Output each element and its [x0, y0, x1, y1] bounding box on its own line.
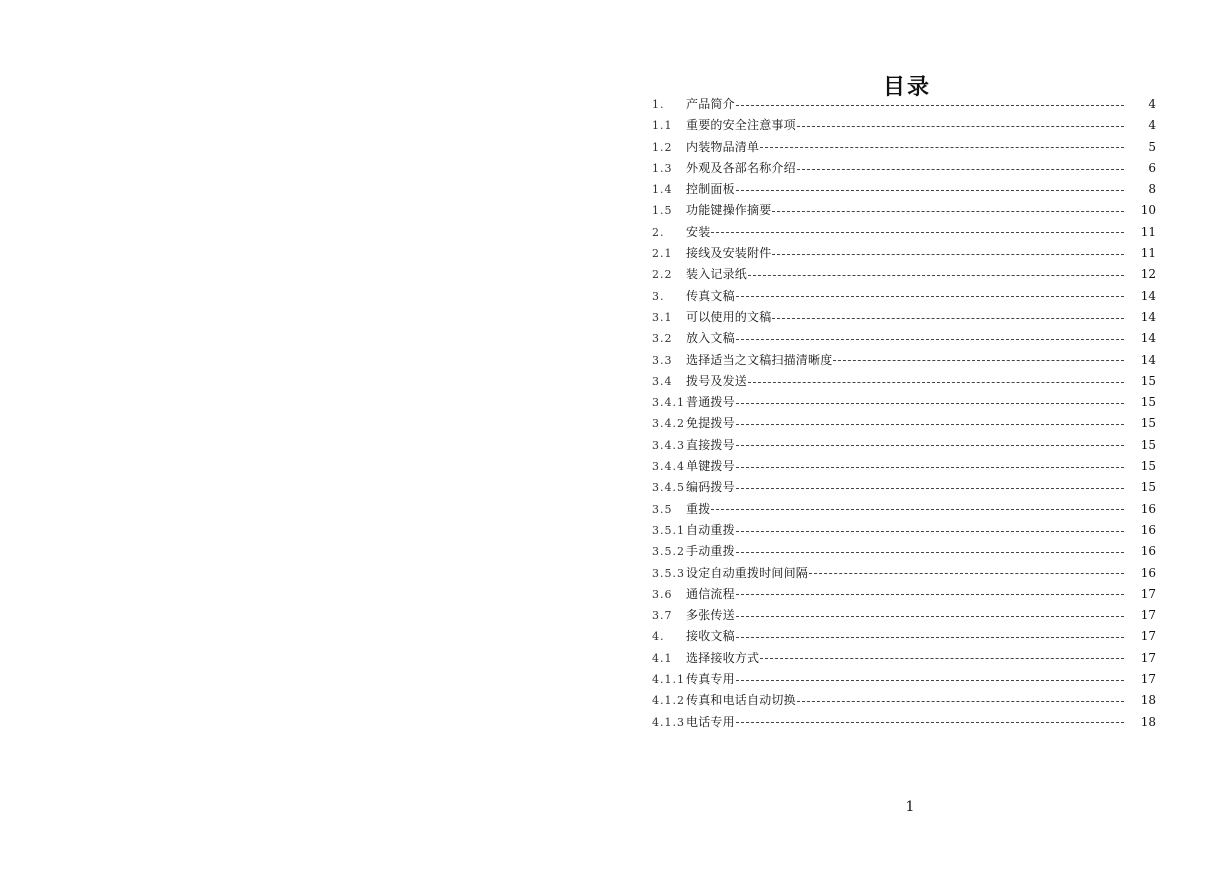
- toc-entry-page: 15: [1140, 480, 1156, 495]
- toc-entry-title: 通信流程: [686, 586, 735, 601]
- dotted-leader: [736, 722, 1124, 724]
- toc-entry: [652, 435, 1156, 456]
- toc-entry: [652, 115, 1156, 136]
- toc-entry-title: 传真和电话自动切换: [686, 693, 796, 708]
- toc-entry-number: 4.: [652, 630, 665, 644]
- toc-entry-page: 4: [1148, 97, 1156, 111]
- toc-entry: [652, 328, 1156, 349]
- toc-entry: [652, 648, 1156, 669]
- page-title: 目录: [882, 74, 931, 100]
- dotted-leader: [736, 296, 1124, 298]
- toc-entry-title: 多张传送: [686, 608, 735, 623]
- toc-entry: [652, 158, 1156, 179]
- toc-entry-page: 14: [1140, 352, 1156, 367]
- toc-entry-title: 编码拨号: [686, 480, 735, 495]
- toc-entry-page: 14: [1140, 288, 1156, 303]
- toc-entry: [652, 371, 1156, 392]
- toc-entry-number: 3.6: [652, 587, 673, 601]
- toc-entry: [652, 392, 1156, 413]
- toc-entry-number: 3.5.3: [652, 566, 685, 580]
- toc-entry-page: 17: [1140, 608, 1156, 623]
- toc-entry-page: 16: [1140, 565, 1156, 580]
- toc-entry: [652, 264, 1156, 285]
- dotted-leader: [736, 403, 1124, 405]
- toc-entry-page: 15: [1140, 373, 1156, 388]
- dotted-leader: [748, 275, 1124, 277]
- toc-entry-number: 3.3: [652, 353, 673, 367]
- toc-entry-page: 10: [1140, 203, 1156, 218]
- toc-entry-page: 16: [1140, 522, 1156, 537]
- toc-entry-page: 14: [1140, 331, 1156, 346]
- toc-entry-number: 4.1.3: [652, 715, 685, 729]
- dotted-leader: [736, 594, 1124, 596]
- toc-entry-title: 设定自动重拨时间间隔: [686, 565, 809, 580]
- toc-entry-number: 3.4: [652, 374, 673, 388]
- dotted-leader: [772, 254, 1124, 256]
- toc-entry: [652, 456, 1156, 477]
- toc-entry: [652, 307, 1156, 328]
- toc-entry-title: 选择接收方式: [686, 650, 760, 665]
- toc-entry-number: 1.4: [652, 183, 673, 197]
- toc-entry-title: 免提拨号: [686, 416, 735, 431]
- toc-entry-title: 装入记录纸: [686, 267, 748, 282]
- toc-entry-page: 6: [1148, 160, 1156, 175]
- toc-entry-page: 16: [1140, 501, 1156, 516]
- dotted-leader: [760, 658, 1124, 660]
- dotted-leader: [760, 147, 1124, 149]
- toc-entry-title: 普通拨号: [686, 395, 735, 410]
- toc-entry-page: 16: [1140, 544, 1156, 559]
- page-number: 1: [905, 799, 915, 815]
- toc-entry-title: 外观及各部名称介绍: [686, 160, 796, 175]
- toc-entry: [652, 179, 1156, 200]
- toc-entry-title: 功能键操作摘要: [686, 203, 772, 218]
- toc-entry-number: 3.2: [652, 332, 673, 346]
- toc-entry: [652, 690, 1156, 711]
- dotted-leader: [797, 701, 1124, 703]
- dotted-leader: [736, 339, 1124, 341]
- toc-entry: [652, 243, 1156, 264]
- toc-entry: [652, 200, 1156, 221]
- toc-entry-number: 1.2: [652, 140, 673, 154]
- toc-entry-title: 手动重拨: [686, 544, 735, 559]
- toc-entry-number: 1.5: [652, 204, 673, 218]
- toc-entry-number: 3.5: [652, 502, 673, 516]
- dotted-leader: [736, 680, 1124, 682]
- table-of-contents: [652, 94, 1156, 733]
- toc-entry-title: 可以使用的文稿: [686, 309, 772, 324]
- toc-entry-page: 17: [1140, 650, 1156, 665]
- dotted-leader: [736, 552, 1124, 554]
- toc-entry-number: 3.7: [652, 609, 673, 623]
- toc-entry-page: 15: [1140, 416, 1156, 431]
- toc-entry-page: 11: [1140, 224, 1156, 239]
- toc-entry-number: 2.2: [652, 268, 673, 282]
- toc-entry: [652, 584, 1156, 605]
- toc-entry-number: 3.4.3: [652, 438, 685, 452]
- dotted-leader: [736, 488, 1124, 490]
- dotted-leader: [772, 211, 1124, 213]
- toc-entry-title: 传真文稿: [686, 288, 735, 303]
- toc-entry-number: 3.4.4: [652, 460, 685, 474]
- toc-entry: [652, 222, 1156, 243]
- toc-entry: [652, 286, 1156, 307]
- dotted-leader: [736, 531, 1124, 533]
- dotted-leader: [797, 169, 1124, 171]
- dotted-leader: [772, 318, 1124, 320]
- toc-entry-page: 17: [1140, 672, 1156, 687]
- toc-entry-number: 3.4.1: [652, 396, 685, 410]
- toc-entry-page: 18: [1140, 714, 1156, 729]
- toc-entry-page: 4: [1148, 118, 1156, 133]
- toc-entry: [652, 605, 1156, 626]
- toc-entry-page: 11: [1140, 246, 1156, 261]
- dotted-leader: [711, 232, 1124, 234]
- dotted-leader: [736, 190, 1124, 192]
- toc-entry-number: 4.1.1: [652, 673, 685, 687]
- toc-entry-number: 3.: [652, 289, 665, 303]
- toc-entry-number: 2.: [652, 225, 665, 239]
- dotted-leader: [748, 382, 1124, 384]
- toc-entry-number: 1.3: [652, 161, 673, 175]
- toc-entry: [652, 137, 1156, 158]
- dotted-leader: [736, 105, 1124, 107]
- toc-entry-title: 重拨: [686, 501, 711, 516]
- toc-entry: [652, 520, 1156, 541]
- toc-entry-page: 17: [1140, 586, 1156, 601]
- toc-entry-page: 8: [1148, 182, 1156, 197]
- toc-entry: [652, 477, 1156, 498]
- toc-entry-number: 4.1.2: [652, 694, 685, 708]
- toc-entry-number: 4.1: [652, 651, 673, 665]
- toc-entry-title: 传真专用: [686, 672, 735, 687]
- toc-entry-title: 产品简介: [686, 97, 735, 111]
- toc-entry: [652, 413, 1156, 434]
- toc-entry: [652, 563, 1156, 584]
- toc-entry-number: 3.1: [652, 310, 673, 324]
- toc-entry-page: 5: [1148, 139, 1156, 154]
- toc-entry-page: 17: [1140, 629, 1156, 644]
- dotted-leader: [736, 445, 1124, 447]
- dotted-leader: [711, 509, 1124, 511]
- dotted-leader: [736, 424, 1124, 426]
- toc-entry-title: 选择适当之文稿扫描清晰度: [686, 352, 833, 367]
- toc-entry: [652, 626, 1156, 647]
- toc-entry-number: 2.1: [652, 247, 673, 261]
- toc-entry-number: 3.5.2: [652, 545, 685, 559]
- toc-entry-page: 15: [1140, 459, 1156, 474]
- dotted-leader: [797, 126, 1124, 128]
- toc-entry: [652, 499, 1156, 520]
- toc-entry-title: 单键拨号: [686, 459, 735, 474]
- toc-entry: [652, 669, 1156, 690]
- dotted-leader: [736, 467, 1124, 469]
- toc-entry-number: 3.4.5: [652, 481, 685, 495]
- toc-entry-number: 1.1: [652, 119, 673, 133]
- toc-entry-title: 直接拨号: [686, 437, 735, 452]
- toc-entry-number: 3.5.1: [652, 523, 685, 537]
- toc-entry-title: 重要的安全注意事项: [686, 118, 796, 133]
- toc-entry-title: 放入文稿: [686, 331, 735, 346]
- toc-entry-title: 自动重拨: [686, 522, 735, 537]
- toc-entry-title: 接收文稿: [686, 629, 735, 644]
- toc-entry-title: 控制面板: [686, 182, 735, 197]
- dotted-leader: [736, 637, 1124, 639]
- toc-entry-page: 15: [1140, 395, 1156, 410]
- dotted-leader: [809, 573, 1124, 575]
- toc-entry-number: 1.: [652, 98, 665, 111]
- dotted-leader: [736, 616, 1124, 618]
- toc-entry-title: 拨号及发送: [686, 373, 748, 388]
- toc-entry: [652, 541, 1156, 562]
- table-of-contents-page: [614, 0, 1228, 870]
- toc-entry-page: 14: [1140, 309, 1156, 324]
- toc-entry-title: 接线及安装附件: [686, 246, 772, 261]
- toc-entry-page: 15: [1140, 437, 1156, 452]
- toc-entry: [652, 712, 1156, 733]
- toc-entry-page: 12: [1140, 267, 1156, 282]
- toc-entry-title: 安装: [686, 224, 711, 239]
- toc-entry: [652, 350, 1156, 371]
- toc-entry: [652, 94, 1156, 115]
- dotted-leader: [833, 360, 1124, 362]
- toc-entry-number: 3.4.2: [652, 417, 685, 431]
- toc-entry-page: 18: [1140, 693, 1156, 708]
- toc-entry-title: 内装物品清单: [686, 139, 760, 154]
- toc-entry-title: 电话专用: [686, 714, 735, 729]
